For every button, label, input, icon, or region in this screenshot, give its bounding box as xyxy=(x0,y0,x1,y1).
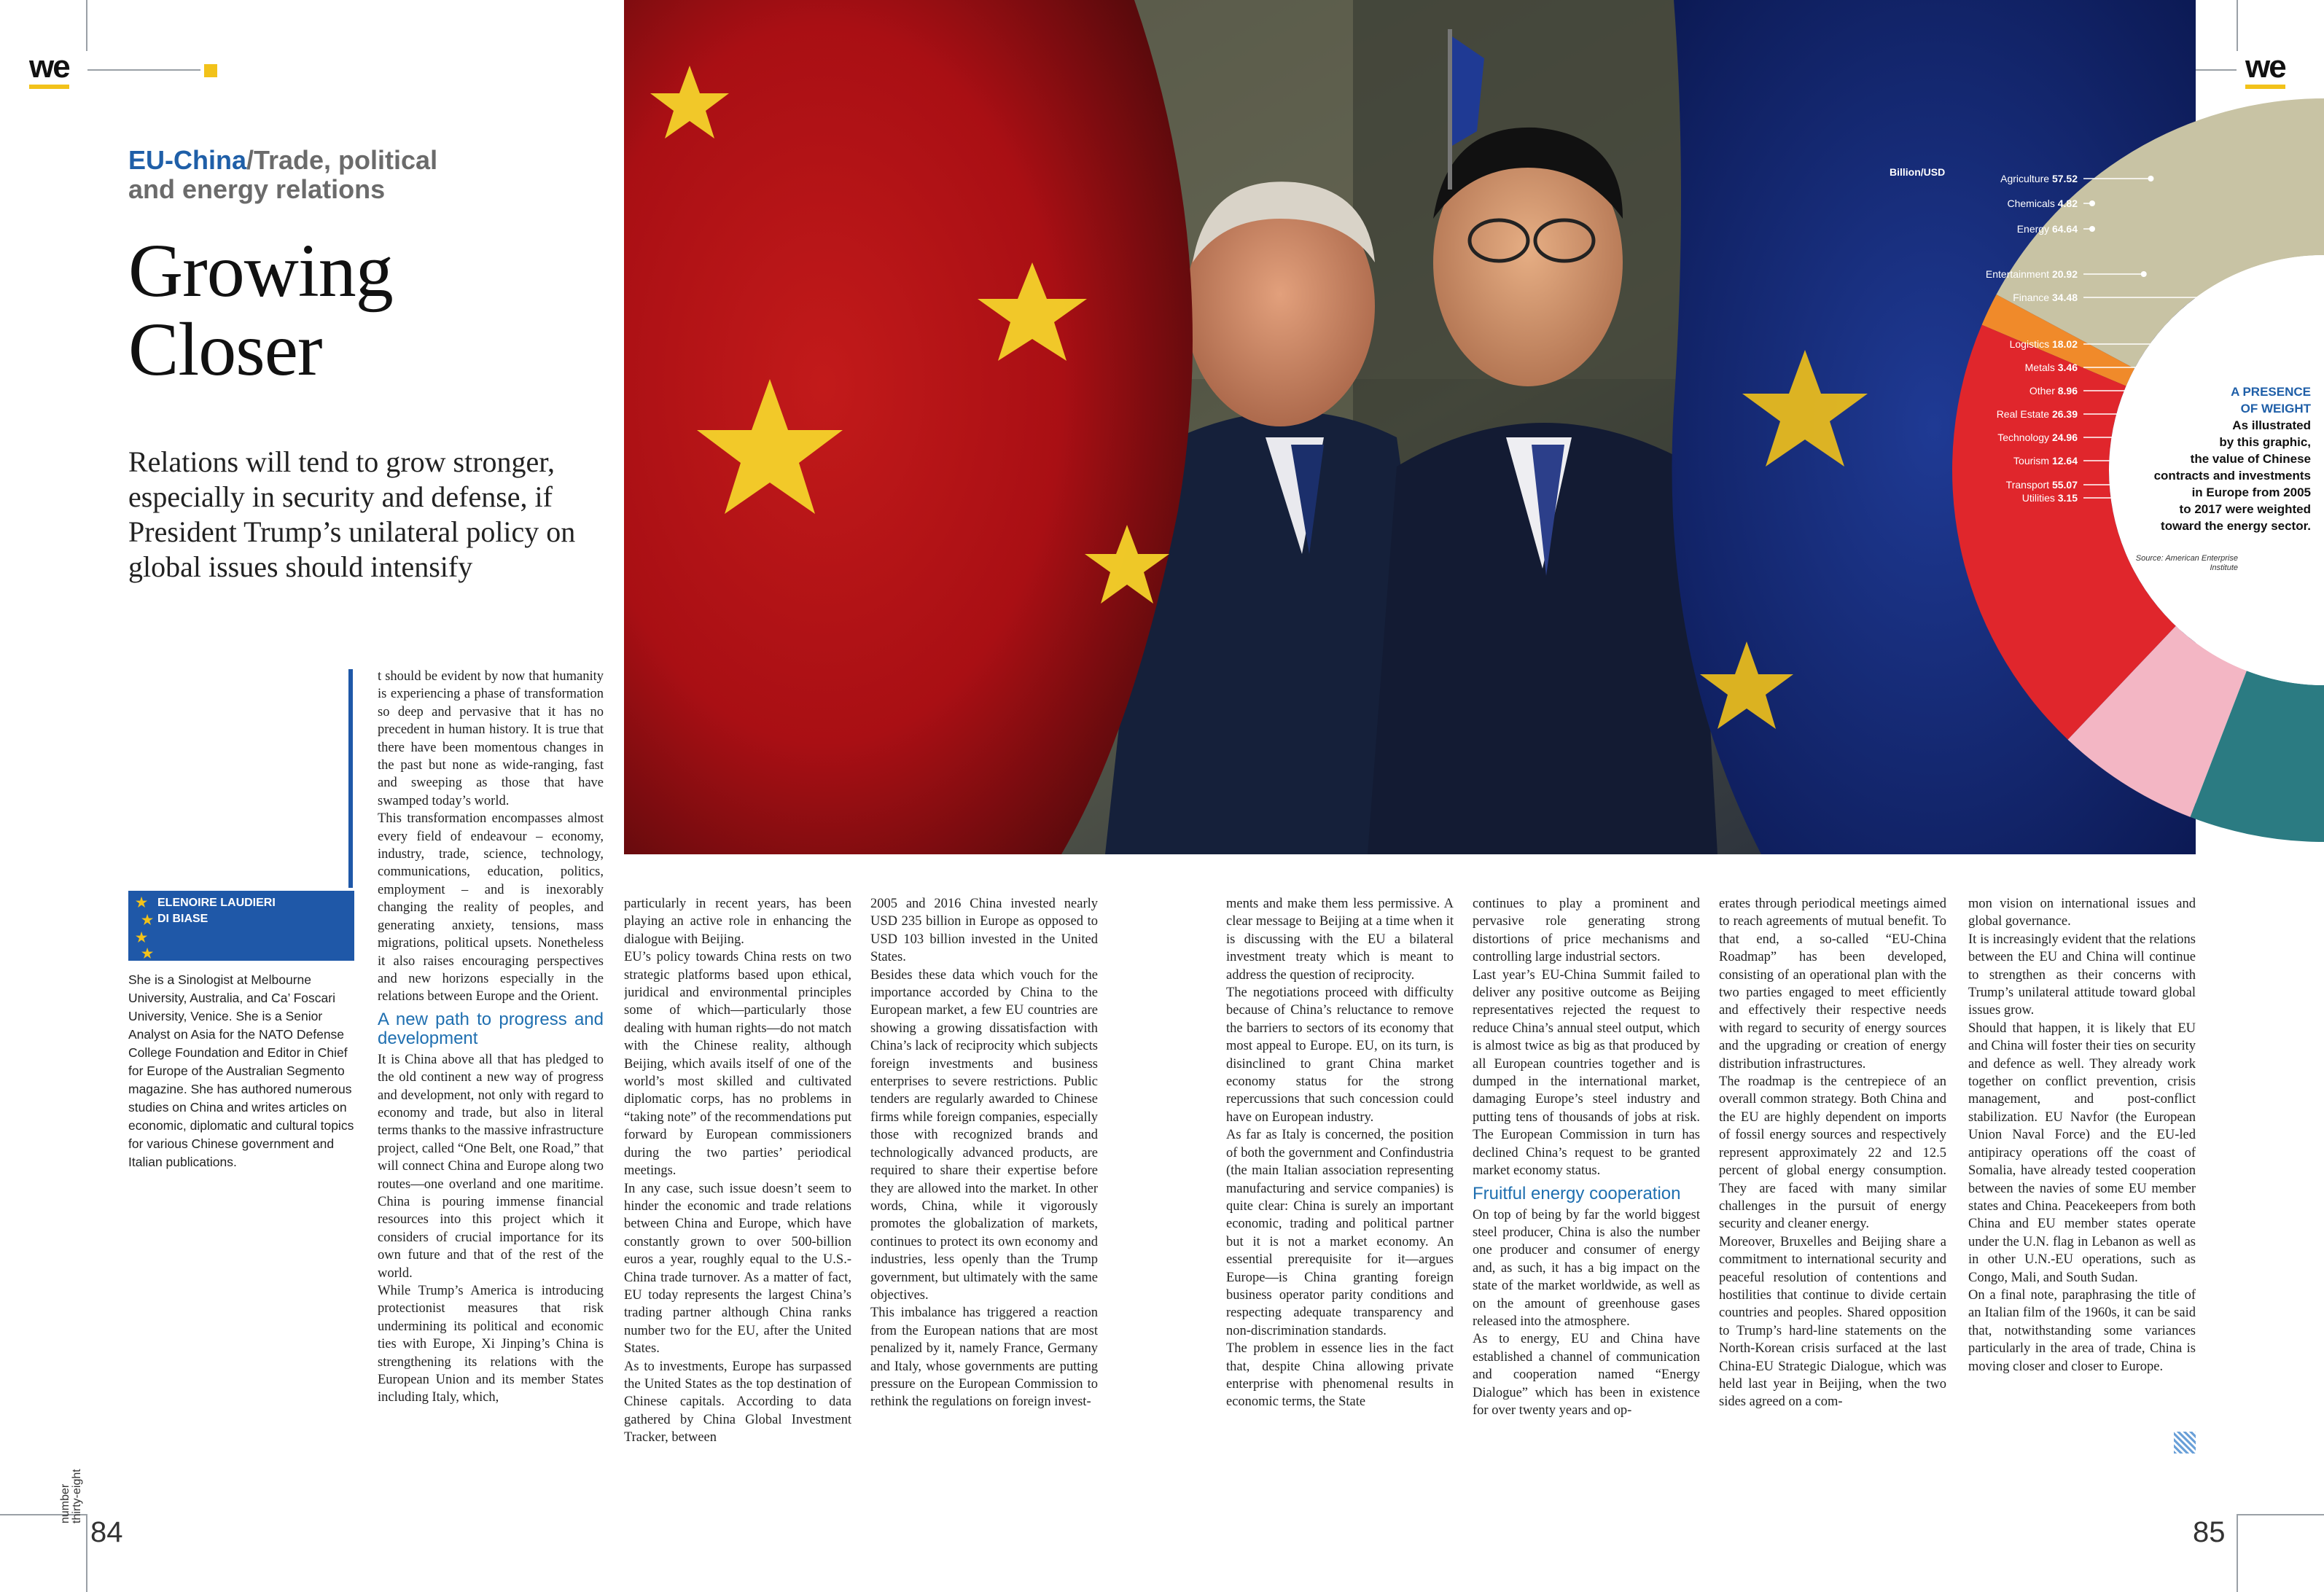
infobox-line-2: by this graphic, xyxy=(2219,435,2311,449)
body-col5-para-2: Last year’s EU-China Summit failed to deliver any positive outcome as Beijing representatives rejected the request to reduce China’s annual steel output, which is almost twice as big as that produced by all European countries together and is dumped in the international market, damaging Europe’s steel industry and putting tens of thousands of jobs at risk. The European Commission in turn has declined China’s request to be granted market economy status. xyxy=(1473,967,1700,1179)
body-col5-para-1: continues to play a prominent and pervasive role generating strong distortions of price mechanisms and controlling large industrial sectors. xyxy=(1473,897,1700,965)
infobox-line-3: the value of Chinese xyxy=(2190,452,2311,466)
body-col7-para-3: Should that happen, it is likely that EU and China will foster their ties on security and defence as well. They already work together on conflict prevention, crisis management, and post-conflict stabilization. EU Navfor (the European Union Naval Force) and the EU-led antipiracy operations off the coast of Somalia, have already tested cooperation between the navies of some EU member states and China. Peacekeepers from both China and EU member states operate under the U.N. flag in Lebanon as well as in other U.N.-EU operations, such as Congo, Mali, and South Sudan. xyxy=(1968,1021,2196,1285)
footer-corner-right xyxy=(2237,1514,2238,1592)
article-title-line-1: Growing xyxy=(128,229,393,313)
infobox-title-line-2: OF WEIGHT xyxy=(2240,402,2311,415)
body-col6-para-2: The roadmap is the centrepiece of an overall common strategy. Both China and the EU are highly dependent on imports of fossil energy sources and respectively represent approximately 22 and 12.5 percent of global energy consumption. They are faced with many similar challenges in the pursuit of energy security and cleaner energy. xyxy=(1719,1074,1946,1232)
chart-source-line-2: Institute xyxy=(2210,563,2238,572)
svg-text:★: ★ xyxy=(141,913,154,927)
pie-label-agriculture: Agriculture 57.52 xyxy=(2000,173,2078,184)
body-column-4 xyxy=(1226,895,1454,1464)
section-kicker-rest-2: and energy relations xyxy=(128,174,386,204)
footer-corner-left xyxy=(86,1514,87,1592)
infobox-line-7: toward the energy sector. xyxy=(2161,519,2311,533)
pie-leader-dot-entertainment xyxy=(2141,271,2147,277)
body-col1-para-3: It is China above all that has pledged to the old continent a new way of progress and development, not only with regard to economy and trade, but also in literal terms thanks to the massive infrastructure project, called “One Belt, one Road,” that will connect China and Europe along two routes—one overland and one maritime. China is pouring immense financial resources into this project which it considers of crucial importance for its own future and that of the rest of the world. xyxy=(378,1052,604,1281)
body-col6-para-3: Moreover, Bruxelles and Beijing share a commitment to international security and peaceful resolution of contentions and hostilities that continue to divide certain countries and peoples. Shared opposition to Trump’s hard-line statements on the North-Korean crisis surfaced at the last China-EU Strategic Dialogue, which was held last year in Beijing, when the two sides agreed on a com- xyxy=(1719,1234,1946,1410)
pie-label-utilities: Utilities 3.15 xyxy=(2021,492,2078,504)
body-col3-para-1: 2005 and 2016 China invested nearly USD 235 billion in Europe as opposed to USD 103 billion invested in the United States. xyxy=(870,897,1098,965)
chart-source-line-1: Source: American Enterprise xyxy=(2135,554,2238,563)
author-name-line-1: ELENOIRE LAUDIERI xyxy=(157,897,276,909)
chart-infobox xyxy=(2092,383,2311,534)
body-col4-para-4: The problem in essence lies in the fact that, despite China allowing private enterprise with phenomenal results in economic terms, the State xyxy=(1226,1341,1454,1410)
body-col2-para-2: EU’s policy towards China rests on two strategic platforms based upon ethical, juridical and environmental principles some of which—particularly those dealing with human rights—do not match with the Chinese reality, although Beijing, which avails itself of one of the world’s most skilled and cultivated diplomatic corps, has no problems in “taking note” of the recommendations put forward by European commissioners during the two parties’ periodical meetings. xyxy=(624,950,851,1179)
pie-label-tourism: Tourism 12.64 xyxy=(2013,455,2078,467)
chart-source xyxy=(2114,554,2238,573)
author-bio: She is a Sinologist at Melbourne University, Australia, and Ca’ Foscari University, Venice. She is a Senior Analyst on Asia for the NATO Defense College Foundation and Editor in Chief for Europe of the Australian Segmento magazine. She has authored numerous studies on China and writes articles on economic, diplomatic and cultural topics for various Chinese government and Italian publications. xyxy=(128,972,354,1169)
body-col5-para-4: As to energy, EU and China have established a channel of communication and cooperation named “Energy Dialogue” which has been in existence for over twenty years and op- xyxy=(1473,1332,1700,1418)
body-col1-para-4: While Trump’s America is introducing protectionist measures that risk undermining its political and economic ties with Europe, Xi Jinping’s China is strengthening its relations with the European Union and its member States including Italy, which, xyxy=(378,1284,604,1405)
pie-label-technology: Technology 24.96 xyxy=(1997,432,2078,443)
pie-leader-dot-energy xyxy=(2089,226,2095,232)
body-col2-para-1: particularly in recent years, has been playing an active role in enhancing the dialogue with Beijing. xyxy=(624,897,851,947)
pie-leader-dot-chemicals xyxy=(2089,200,2095,206)
pie-label-chemicals: Chemicals 4.82 xyxy=(2007,198,2078,209)
pie-label-finance: Finance 34.48 xyxy=(2013,292,2078,303)
magazine-logo-left: we xyxy=(29,51,69,89)
pie-label-energy: Energy 64.64 xyxy=(2016,223,2078,235)
svg-text:★: ★ xyxy=(141,946,154,959)
page-number-right: 85 xyxy=(2193,1516,2226,1548)
svg-text:★: ★ xyxy=(136,895,148,910)
body-col5-para-3: On top of being by far the world biggest steel producer, China is also the number one producer and consumer of energy and, as such, it has a big impact on the state of the market worldwide, as well as on the amount of greenhouse gases released into the atmosphere. xyxy=(1473,1207,1700,1329)
corner-rule-left-top xyxy=(86,0,87,51)
infobox-title-line-1: A PRESENCE xyxy=(2231,385,2311,399)
subhead-new-path: A new path to progress and development xyxy=(378,1009,604,1048)
issue-label xyxy=(60,1469,83,1523)
body-col4-para-2: The negotiations proceed with difficulty because of China’s reluctance to remove the barriers to sectors of its economy that most appeal to Europe. EU, on its turn, is disinclined to grant China market economy status for the strong repercussions that such concession could have on European industry. xyxy=(1226,986,1454,1125)
article-title-line-2: Closer xyxy=(128,308,322,391)
body-col7-para-4: On a final note, paraphrasing the title of an Italian film of the 1960s, it can be said that, notwithstanding some variances particularly in the area of trade, China is moving closer and closer to Europe. xyxy=(1968,1287,2196,1374)
body-column-6 xyxy=(1719,895,1946,1464)
body-column-1 xyxy=(378,668,604,1462)
body-col7-para-1: mon vision on international issues and global governance. xyxy=(1968,897,2196,929)
pie-label-entertainment: Entertainment 20.92 xyxy=(1985,268,2078,280)
footer-rule-right xyxy=(2237,1514,2324,1515)
body-col2-para-3: In any case, such issue doesn’t seem to hinder the economic and trade relations between China and Europe, which have constantly grown to over 500-billion euros a year, roughly equal to the U.S.-China trade turnover. As a matter of fact, EU today represents the largest China’s trading partner although China ranks number two for the EU, after the United States. xyxy=(624,1181,851,1357)
section-kicker-topic: EU-China xyxy=(128,145,246,175)
corner-rule-right-top xyxy=(2237,0,2238,51)
body-col4-para-1: ments and make them less permissive. A clear message to Beijing at a time when it is discussing with the EU a bilateral investment treaty which is meant to address the question of reciprocity. xyxy=(1226,897,1454,983)
issue-label-line-1: number xyxy=(59,1483,71,1523)
infobox-line-6: to 2017 were weighted xyxy=(2179,502,2311,516)
pie-label-real-estate: Real Estate 26.39 xyxy=(1996,408,2078,420)
pie-label-logistics: Logistics 18.02 xyxy=(2009,338,2078,350)
header-rule-left xyxy=(87,69,200,71)
pie-leader-dot-finance xyxy=(2306,294,2312,300)
magazine-logo-right: we xyxy=(2245,51,2285,89)
yellow-square-left xyxy=(204,64,217,77)
body-col6-para-1: erates through periodical meetings aimed to reach agreements of mutual benefit. To that end, a so-called “EU-China Roadmap” has been developed, consisting of an operational plan with the two parties engaged to meet efficiently and effectively their respective needs with regard to security of energy sources and the upgrading or creation of energy distribution infrastructures. xyxy=(1719,897,1946,1072)
section-kicker xyxy=(128,146,537,204)
infobox-line-1: As illustrated xyxy=(2232,418,2311,432)
pie-leader-dot-agriculture xyxy=(2148,176,2153,182)
body-column-7 xyxy=(1968,895,2196,1420)
pie-label-metals: Metals 3.46 xyxy=(2024,362,2078,373)
body-column-2 xyxy=(624,895,851,1464)
body-col4-para-3: As far as Italy is concerned, the position of both the government and Confindustria (the main Italian association representing manufacturing and service companies) is quite clear: China is surely an important economic, trading and political partner but it is not a market economy. An essential prerequisite for it—argues Europe—is China granting foreign business operator parity conditions and respecting adequate transparency and non-discrimination standards. xyxy=(1226,1128,1454,1338)
chart-unit-label: Billion/USD xyxy=(1890,166,1946,178)
body-col3-para-3: This imbalance has triggered a reaction from the European nations that are most penalized by it, namely France, Germany and Italy, whose governments are putting pressure on the European Commission to rethink the regulations on foreign invest- xyxy=(870,1306,1098,1410)
issue-label-line-2: thirty-eight xyxy=(71,1469,83,1523)
author-box xyxy=(128,891,354,961)
body-column-3 xyxy=(870,895,1098,1464)
infobox-line-4: contracts and investments xyxy=(2153,469,2311,483)
body-col2-para-4: As to investments, Europe has surpassed the United States as the top destination of Chinese capitals. According to data gathered by China Global Investment Tracker, between xyxy=(624,1359,851,1445)
body-column-5 xyxy=(1473,895,1700,1464)
page-number-left: 84 xyxy=(90,1516,123,1548)
section-kicker-rest-1: /Trade, political xyxy=(246,145,438,175)
pie-label-transport: Transport 55.07 xyxy=(2005,479,2078,491)
article-title xyxy=(128,229,566,391)
body-col1-para-1: t should be evident by now that humanity is experiencing a phase of transformation so deep and pervasive that it has no precedent in human history. It is true that there have been momentous changes in the past but none as wide-ranging, fast and sweeping as those that have swamped today’s world. xyxy=(378,669,604,808)
author-name-line-2: DI BIASE xyxy=(157,913,208,925)
svg-text:★: ★ xyxy=(136,930,148,945)
end-mark xyxy=(2174,1432,2196,1454)
article-subtitle: Relations will tend to grow stronger, especially in security and defense, if President Trump’s unilateral policy on global issues should intensify xyxy=(128,445,576,583)
pie-label-other: Other 8.96 xyxy=(2029,385,2078,397)
body-col3-para-2: Besides these data which vouch for the importance accorded by China to the European market, a few EU countries are showing a growing dissatisfaction with China’s lack of reciprocity which subjects foreign investments and business enterprises to severe restrictions. Public tenders are regularly awarded to Chinese firms while foreign companies, especially those with recognized brands and technologically advanced products, are required to share their expertise before they are allowed into the market. In other words, China, while it vigorously promotes the globalization of markets, continues to protect its own economy and industries, less openly than the Trump government, but ultimately with the same objectives. xyxy=(870,967,1098,1303)
body-col7-para-2: It is increasingly evident that the relations between the EU and China will continue to strengthen as their concerns with Trump’s unilateral attitude toward global issues grow. xyxy=(1968,932,2196,1018)
lead-accent-bar xyxy=(348,669,353,888)
subhead-energy-cooperation: Fruitful energy cooperation xyxy=(1473,1183,1681,1203)
infobox-line-5: in Europe from 2005 xyxy=(2191,485,2311,499)
body-col1-para-2: This transformation encompasses almost every field of endeavour – economy, industry, trade, science, technology, communications, education, politics, employment – and is inexorably changing the reality of peoples, and generating anxiety, tensions, mass migrations, political upsets. Nonetheless it also raises encouraging perspectives and new horizons especially in the relations between Europe and the Orient. xyxy=(378,811,604,1004)
